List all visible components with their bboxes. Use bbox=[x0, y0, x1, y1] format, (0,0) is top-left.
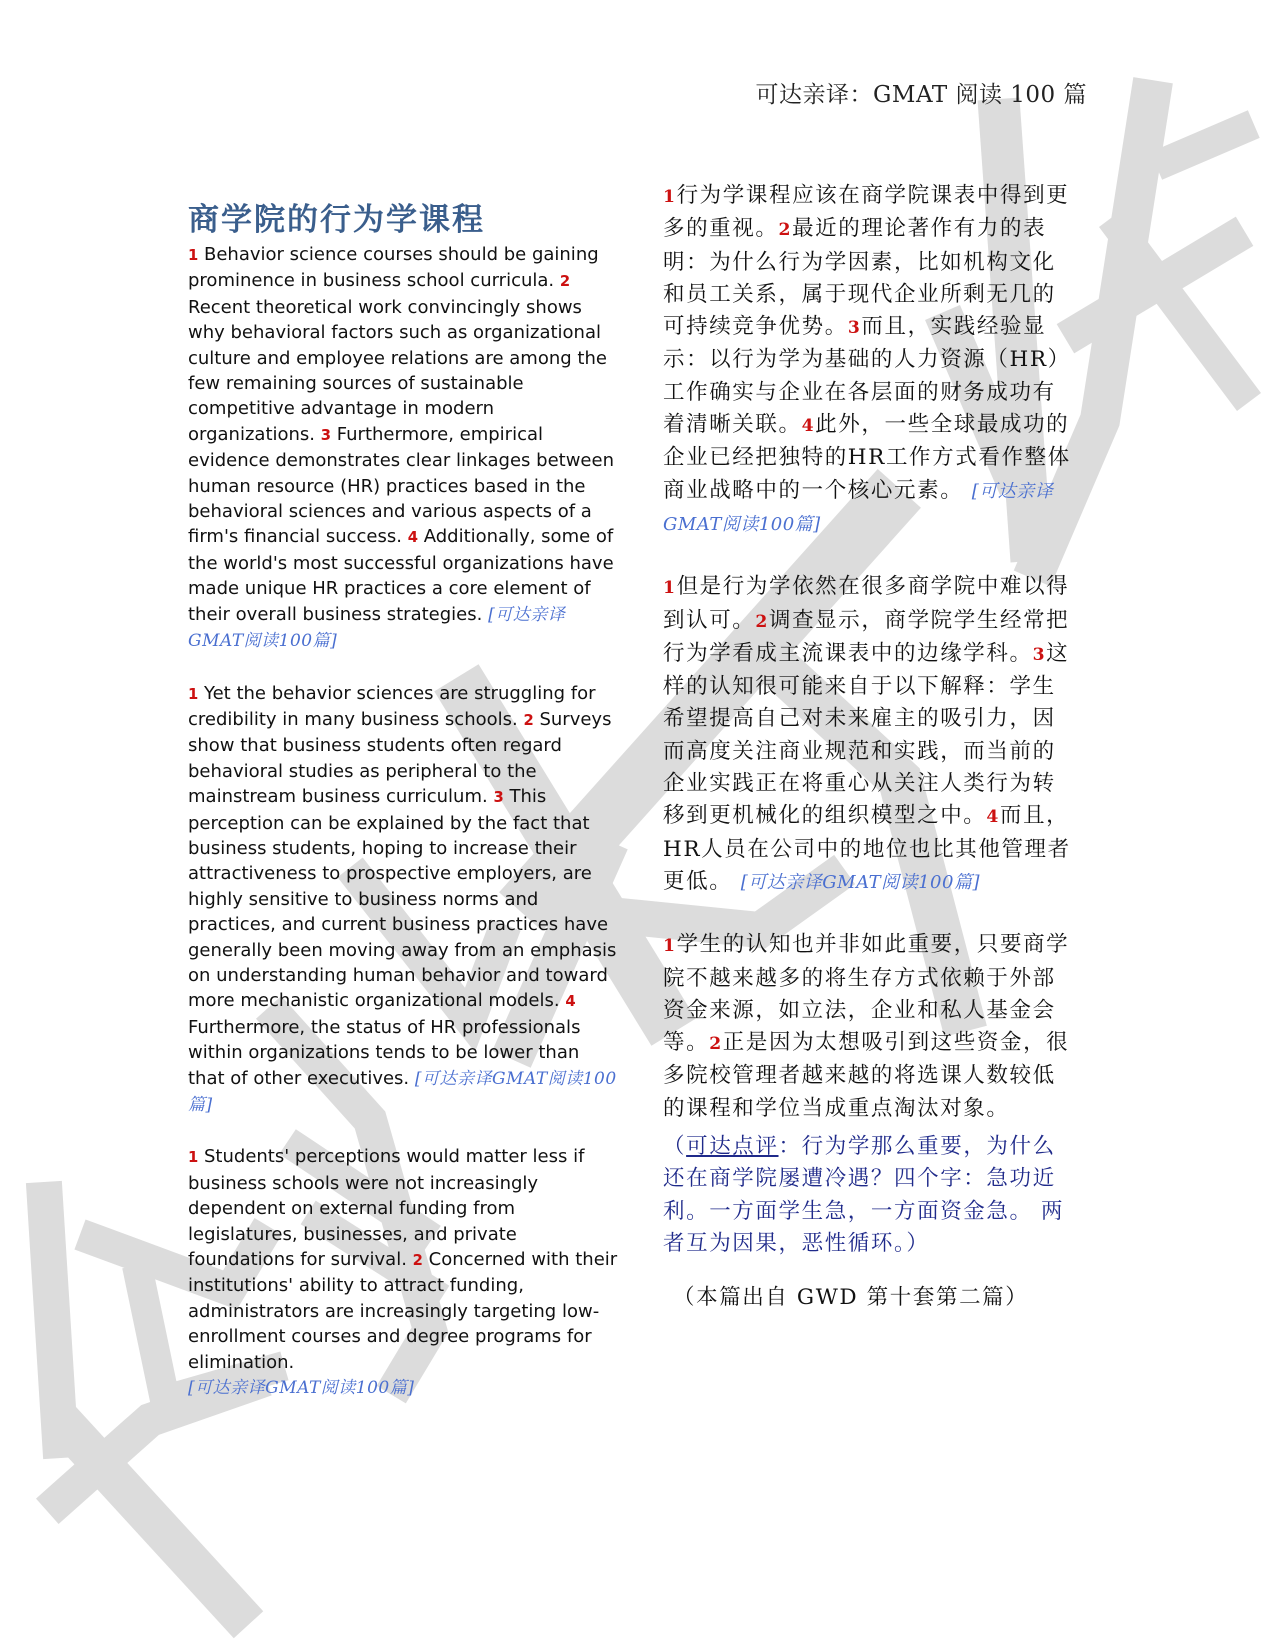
sentence-text: Surveys show that business students often regard behavioral studies as peripheral to the mainstream business curriculum. bbox=[188, 708, 612, 808]
sentence-text: Students' perceptions would matter less if business schools were not increasingly dependent on external funding from legislatures, businesses, and private foundations for survival. bbox=[188, 1146, 585, 1271]
sentence-text: 学生的认知也并非如此重要，只要商学院不越来越多的将生存方式依赖于外部资金来源，如立法，企业和私人基金会等。 bbox=[663, 932, 1070, 1056]
sentence-number: 1 bbox=[188, 247, 199, 264]
sentence-text: 调查显示，商学院学生经常把行为学看成主流课表中的边缘学科。 bbox=[663, 607, 1070, 666]
sentence-text: Concerned with their institutions' ability to attract funding, administrators are increasingly targeting low-enrollment courses and degree programs for elimination. bbox=[188, 1249, 618, 1373]
sentence-number: 3 bbox=[847, 318, 862, 339]
sentence-text: Furthermore, empirical evidence demonstrates clear linkages between human resource (HR) practices based in the behavioral sciences and various aspects of a firm's financial success. bbox=[188, 423, 614, 548]
sentence-text: 而且，实践经验显示：以行为学为基础的人力资源（HR）工作确实与企业在各层面的财务成功有着清晰关联。 bbox=[663, 314, 1071, 438]
sentence-text: 但是行为学依然在很多商学院中难以得到认可。 bbox=[663, 574, 1070, 633]
sentence-text: 最近的理论著作有力的表明：为什么行为学因素，比如机构文化和员工关系，属于现代企业所剩无几的可持续竞争优势。 bbox=[663, 216, 1056, 340]
sentence-text: 这样的认知很可能来自于以下解释：学生希望提高自己对未来雇主的吸引力，因而高度关注商业规范和实践，而当前的企业实践正在将重心从关注人类行为转移到更机械化的组织模型之中。 bbox=[663, 640, 1070, 829]
sentence-number: 3 bbox=[493, 789, 504, 807]
sentence-number: 1 bbox=[663, 187, 677, 207]
chinese-column bbox=[663, 180, 1075, 1315]
sentence-text: This perception can be explained by the fact that business students, hoping to increase their attractiveness to prospective employers, are highly sensitive to business norms and practices, and current business practices have generally been moving away from an emphasis on understanding human behavior and toward more mechanistic organizational models. bbox=[188, 786, 617, 1012]
source-tag: [可达亲译GMAT阅读100篇] bbox=[663, 480, 1054, 535]
comment-open-paren: （ bbox=[663, 1134, 687, 1160]
source-tag: [可达亲译GMAT阅读100篇] bbox=[188, 1068, 617, 1115]
english-paragraph-2 bbox=[188, 681, 620, 1119]
sentence-number: 3 bbox=[320, 426, 332, 444]
article-title: 商学院的行为学课程 bbox=[188, 202, 485, 238]
english-paragraph-3 bbox=[188, 1144, 620, 1401]
sentence-text: Recent theoretical work convincingly shows why behavioral factors such as organizational culture and employee relations are among the few remaining sources of sustainable competitive advantage in modern organizations. bbox=[188, 296, 607, 445]
sentence-number: 2 bbox=[709, 1034, 723, 1055]
comment-text: ：行为学那么重要，为什么还在商学院屡遭冷遇？四个字：急功近利。一方面学生急，一方面资金急。 两者互为因果，恶性循环。） bbox=[663, 1134, 1065, 1256]
source-tag: [可达亲译GMAT阅读100篇] bbox=[740, 871, 980, 893]
comment-label: 可达点评 bbox=[686, 1134, 779, 1160]
sentence-number: 4 bbox=[801, 416, 816, 437]
sentence-number: 2 bbox=[778, 220, 793, 241]
sentence-number: 2 bbox=[523, 711, 534, 729]
sentence-text: 此外，一些全球最成功的企业已经把独特的HR工作方式看作整体商业战略中的一个核心元素。 bbox=[663, 412, 1071, 503]
sentence-text: Behavior science courses should be gaining prominence in business school curricula. bbox=[188, 244, 599, 292]
sentence-number: 3 bbox=[1032, 644, 1047, 665]
english-paragraph-1 bbox=[188, 242, 620, 655]
source-tag: [可达亲译GMAT阅读100篇] bbox=[188, 604, 566, 652]
sentence-number: 1 bbox=[663, 578, 677, 599]
sentence-number: 4 bbox=[407, 529, 418, 547]
sentence-number: 1 bbox=[188, 685, 199, 703]
article-source-note: （本篇出自 GWD 第十套第二篇） bbox=[673, 1285, 1029, 1311]
sentence-text: 正是因为太想吸引到这些资金，很多院校管理者越来越的将选课人数较低的课程和学位当成重点淘汰对象。 bbox=[663, 1030, 1070, 1121]
source-tag: [可达亲译GMAT阅读100篇] bbox=[188, 1378, 415, 1399]
sentence-number: 2 bbox=[755, 611, 769, 632]
english-column bbox=[188, 200, 620, 1427]
sentence-text: 行为学课程应该在商学院课表中得到更多的重视。 bbox=[663, 183, 1070, 242]
sentence-number: 4 bbox=[565, 993, 576, 1011]
chinese-paragraph-1 bbox=[663, 180, 1075, 541]
sentence-text: Additionally, some of the world's most successful organizations have made unique HR practices a core element of their overall business strategies. bbox=[188, 526, 614, 625]
sentence-number: 2 bbox=[559, 273, 571, 291]
sentence-number: 1 bbox=[188, 1149, 199, 1167]
page-header: 可达亲译：GMAT 阅读 100 篇 bbox=[755, 82, 1087, 108]
sentence-number: 4 bbox=[986, 807, 1000, 828]
sentence-text: Yet the behavior sciences are struggling for credibility in many business schools. bbox=[188, 682, 596, 730]
chinese-paragraph-2 bbox=[663, 571, 1075, 899]
sentence-number: 1 bbox=[663, 936, 677, 957]
sentence-text: Furthermore, the status of HR professionals within organizations tends to be lower than that of other executives. bbox=[188, 1016, 581, 1089]
sentence-text: 而且，HR人员在公司中的地位也比其他管理者更低。 bbox=[663, 803, 1071, 894]
editor-comment bbox=[663, 1131, 1075, 1260]
sentence-number: 2 bbox=[412, 1252, 423, 1270]
chinese-paragraph-3 bbox=[663, 929, 1075, 1125]
